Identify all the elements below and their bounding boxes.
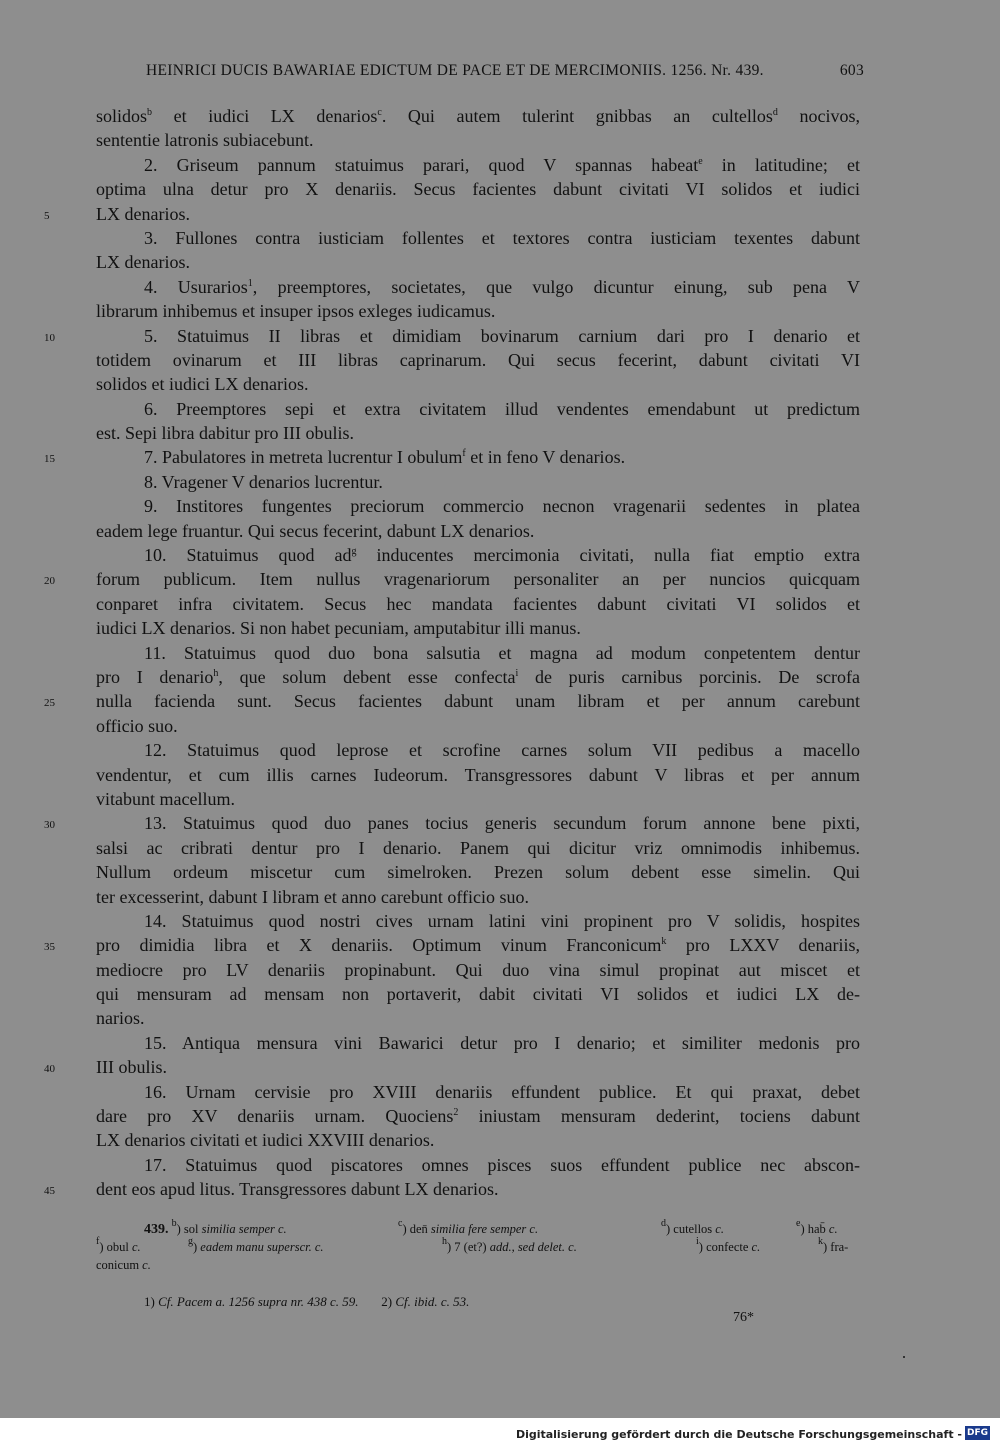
text-line: narios. bbox=[96, 1008, 145, 1029]
text-line: LX denarios civitati et iudici XXVIII denarios. bbox=[96, 1130, 435, 1151]
critical-apparatus bbox=[96, 1220, 860, 1274]
text-line: eadem lege fruantur. Qui secus fecerint, dabunt LX denarios. bbox=[96, 520, 535, 541]
line-number: 45 bbox=[44, 1185, 55, 1198]
footnote-references: 1) Cf. Pacem a. 1256 supra nr. 438 c. 59. 2) Cf. ibid. c. 53. bbox=[144, 1294, 470, 1309]
text-line: 3. Fullones contra iusticiam follentes et textores contra iusticiam texentes dabunt bbox=[144, 227, 860, 248]
apparatus-note: $^k$) fra- bbox=[818, 1236, 849, 1254]
text-line: III obulis. 40 bbox=[96, 1055, 860, 1079]
apparatus-note: $^d$) cutellos c. bbox=[661, 1218, 724, 1236]
apparatus-note: $^f$) obul c. bbox=[96, 1236, 141, 1254]
speck bbox=[903, 1356, 905, 1358]
text-line: officio suo. bbox=[96, 715, 178, 736]
text-line: iudici LX denarios. Si non habet pecuniam, amputabitur illi manus. bbox=[96, 618, 581, 639]
text-line: 4. Usurarios$^1$, preemptores, societates, que vulgo dicuntur einung, sub pena V bbox=[144, 276, 860, 297]
text-line: totidem ovinarum et III libras caprinarum. Qui secus fecerint, dabunt civitati VI bbox=[96, 349, 860, 370]
page-number: 603 bbox=[839, 62, 864, 79]
text-line: solidos et iudici LX denarios. bbox=[96, 374, 309, 395]
line-number: 10 bbox=[44, 331, 55, 344]
apparatus-row bbox=[96, 1238, 860, 1256]
text-line: 7. Pabulatores in metreta lucrentur I obulum$^f$ et in feno V denarios. 15 bbox=[96, 445, 860, 469]
text-line: ter excesserint, dabunt I libram et anno carebunt officio suo. bbox=[96, 886, 530, 907]
text-line: mediocre pro LV denariis propinabunt. Qui duo vina simul propinat aut miscet et bbox=[96, 959, 860, 980]
text-line: 9. Institores fungentes preciorum commercio necnon vragenarii sedentes in platea bbox=[144, 496, 860, 517]
line-number: 35 bbox=[44, 941, 55, 954]
header-title: HEINRICI DUCIS BAWARIAE EDICTUM DE PACE ET DE MERCIMONIIS. 1256. Nr. 439. bbox=[146, 62, 764, 79]
text-line: vendentur, et cum illis carnes Iudeorum. Transgressores dabunt V libras et per annum bbox=[96, 764, 860, 785]
text-line: 13. Statuimus quod duo panes tocius generis secundum forum annone bene pixti, 30 bbox=[96, 811, 860, 835]
text-line: vitabunt macellum. bbox=[96, 788, 235, 809]
text-line: 17. Statuimus quod piscatores omnes pisces suos effundent publice nec abscon- bbox=[144, 1154, 860, 1175]
apparatus-note: 439. $^b$) sol similia semper c. bbox=[144, 1218, 287, 1237]
text-line: pro I denario$^h$, que solum debent esse confecta$^i$ de puris carnibus porcinis. De scrofa bbox=[96, 666, 861, 687]
text-line: 16. Urnam cervisie pro XVIII denariis effundent publice. Et qui praxat, debet bbox=[144, 1081, 860, 1102]
apparatus-note: $^h$) 7 (et?) add., sed delet. c. bbox=[442, 1236, 577, 1254]
text-line: sententie latronis subiacebunt. bbox=[96, 130, 314, 151]
text-line: solidos$^b$ et iudici LX denarios$^c$. Qui autem tulerint gnibbas an cultellos$^d$ nocivos, bbox=[96, 106, 860, 126]
text-line: conparet infra civitatem. Secus hec mandata facientes dabunt civitati VI solidos et bbox=[96, 593, 860, 614]
text-line: 11. Statuimus quod duo bona salsutia et magna ad modum conpetentem dentur bbox=[144, 642, 860, 663]
dfg-logo: DFG bbox=[966, 1428, 988, 1438]
edict-text bbox=[44, 104, 861, 1202]
apparatus-note: $^i$) confecte c. bbox=[696, 1236, 761, 1254]
line-number: 30 bbox=[44, 819, 55, 832]
text-line: nulla facienda sunt. Secus facientes dabunt unam libram et per annum carebunt 25 bbox=[96, 689, 860, 713]
apparatus-note: $^e$) hab̄ c. bbox=[796, 1218, 838, 1236]
apparatus-row bbox=[96, 1220, 860, 1238]
text-line: Nullum ordeum miscetur cum simelroken. Prezen solum debent esse simelin. Qui bbox=[96, 862, 860, 883]
sheet-signature: 76* bbox=[733, 1310, 754, 1325]
text-line: pro dimidia libra et X denariis. Optimum vinum Franconicum$^k$ pro LXXV denariis, 35 bbox=[96, 933, 860, 957]
text-line: 10. Statuimus quod $ad^g$ inducentes mercimonia civitati, nulla fiat emptio extra bbox=[144, 545, 861, 566]
text-line: 8. Vragener V denarios lucrentur. bbox=[144, 471, 383, 492]
line-number: 40 bbox=[44, 1063, 55, 1076]
text-line: forum publicum. Item nullus vragenariorum personaliter an per nuncios quicquam 20 bbox=[96, 567, 860, 591]
line-number: 20 bbox=[44, 575, 55, 588]
text-line: 15. Antiqua mensura vini Bawarici detur pro I denario; et similiter medonis pro bbox=[144, 1032, 860, 1053]
text-line: dent eos apud litus. Transgressores dabunt LX denarios. 45 bbox=[96, 1177, 860, 1201]
text-line: 2. Griseum pannum statuimus parari, quod V spannas habeat$^e$ in latitudine; et bbox=[144, 154, 860, 175]
line-number: 15 bbox=[44, 453, 55, 466]
running-header bbox=[96, 62, 864, 84]
apparatus-note: conicum c. bbox=[96, 1258, 151, 1272]
apparatus-row bbox=[96, 1256, 860, 1274]
line-number: 25 bbox=[44, 697, 55, 710]
apparatus-note: $^g$) eadem manu superscr. c. bbox=[188, 1236, 324, 1254]
text-line: optima ulna detur pro X denariis. Secus facientes dabunt civitati VI solidos et iudici bbox=[96, 179, 860, 200]
line-number: 5 bbox=[44, 209, 50, 222]
text-line: librarum inhibemus et insuper ipsos exleges iudicamus. bbox=[96, 301, 496, 322]
text-line: 5. Statuimus II libras et dimidiam bovinarum carnium dari pro I denario et 10 bbox=[96, 324, 860, 348]
text-line: 6. Preemptores sepi et extra civitatem illud vendentes emendabunt ut predictum bbox=[144, 398, 860, 419]
text-line: 14. Statuimus quod nostri cives urnam latini vini propinent pro V solidis, hospites bbox=[144, 910, 860, 931]
text-line: LX denarios. 5 bbox=[96, 202, 860, 226]
text-line: est. Sepi libra dabitur pro III obulis. bbox=[96, 423, 354, 444]
funding-notice: Digitalisierung gefördert durch die Deutsche Forschungsgemeinschaft - bbox=[515, 1428, 962, 1441]
text-line: LX denarios. bbox=[96, 252, 190, 273]
text-line: 12. Statuimus quod leprose et scrofine carnes solum VII pedibus a macello bbox=[144, 740, 860, 761]
text-line: dare pro XV denariis urnam. Quociens$^2$ iniustam mensuram dederint, tociens dabunt bbox=[96, 1106, 860, 1127]
apparatus-note: $^c$) den̄ similia fere semper c. bbox=[398, 1218, 539, 1236]
text-line: qui mensuram ad mensam non portaverit, dabit civitati VI solidos et iudici LX de- bbox=[96, 984, 860, 1005]
text-line: salsi ac cribrati dentur pro I denario. Panem qui dicitur vriz omnimodis inhibemus. bbox=[96, 837, 860, 858]
